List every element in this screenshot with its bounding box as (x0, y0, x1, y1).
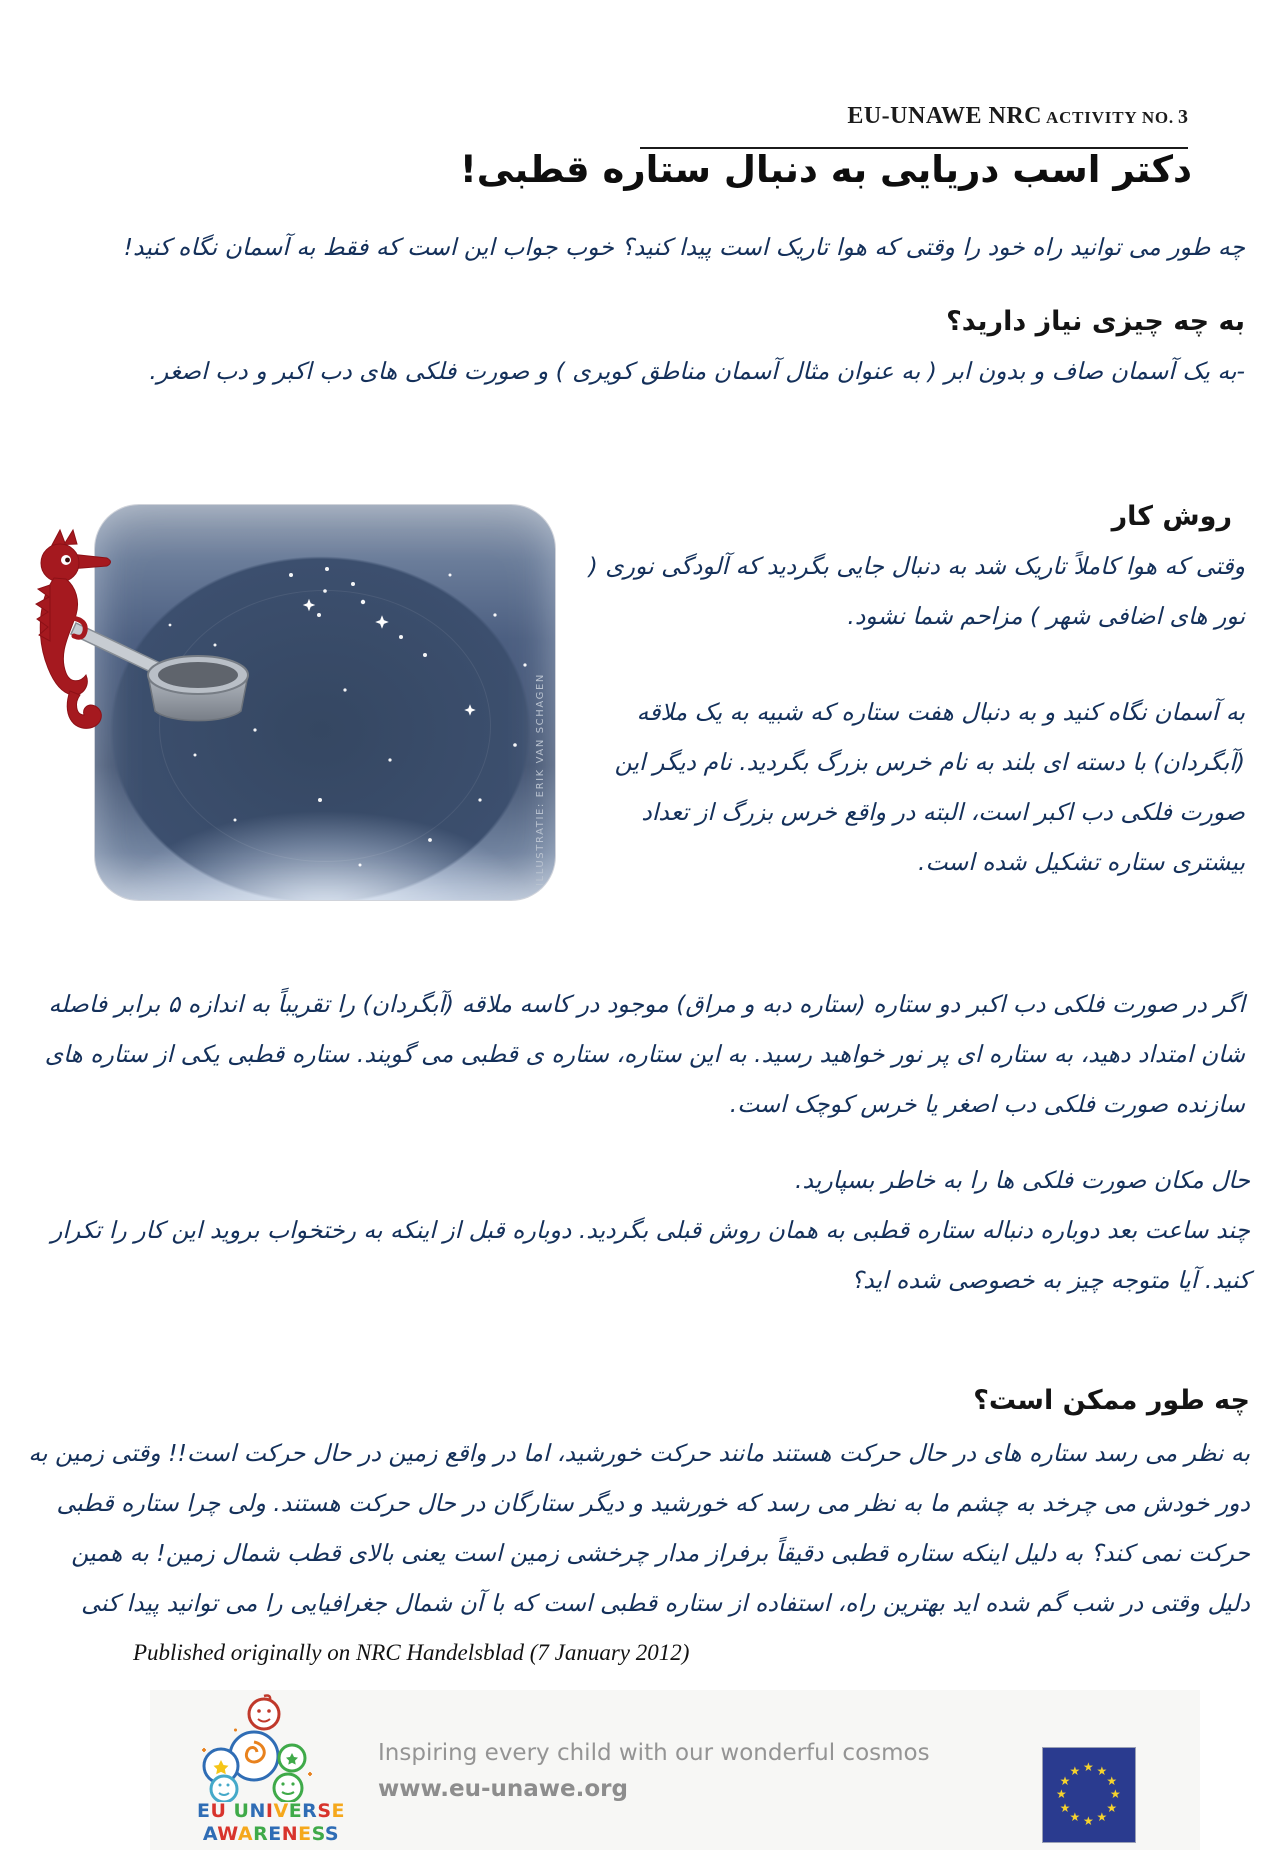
method-paragraph-2: به آسمان نگاه کنید و به دنبال هفت ستاره که شبیه به یک ملاقه (آبگردان) با دسته ای بلند به نام خرس بزرگ بگردید. نام دیگر این صورت فلکی دب اکبر است، البته در واقع خرس بزرگ از تعداد بیشتری ستاره تشکیل شده است. (614, 697, 1245, 876)
polestar-guide-paragraph: اگر در صورت فلکی دب اکبر دو ستاره (ستاره دبه و مراق) موجود در کاسه ملاقه (آبگردان) را تقریباً به اندازه ۵ برابر فاصله شان امتداد دهید، به ستاره ای پر نور خواهید رسید. به این ستاره، ستاره ی قطبی می گویند. ستاره قطبی یکی از ستاره های سازنده صورت فلکی دب اصغر یا خرس کوچک است. (44, 989, 1245, 1118)
logo-text-line2: AWARENESS (202, 1823, 340, 1845)
intro-paragraph: چه طور می توانید راه خود را وقتی که هوا تاریک است پیدا کنید؟ خوب جواب این است که فقط به آسمان نگاه کنید! (123, 232, 1245, 261)
footer-tagline: Inspiring every child with our wonderful cosmos (378, 1740, 930, 1766)
page-title: دکتر اسب دریایی به دنبال ستاره قطبی! (459, 148, 1192, 191)
seahorse-and-ladle-icon (10, 523, 265, 748)
header-main: EU-UNAWE NRC (847, 103, 1042, 129)
recall-block (28, 1155, 1250, 1305)
footer-website-link[interactable]: www.eu-unawe.org (378, 1776, 628, 1802)
seahorse-illustration (10, 505, 565, 905)
method-heading: روش کار (1111, 501, 1232, 533)
logo-text-line1: EU UNIVERSE (197, 1800, 345, 1822)
how-paragraph: به نظر می رسد ستاره های در حال حرکت هستند مانند حرکت خورشید، اما در واقع زمین در حال حرکت است!! وقتی زمین به دور خودش می چرخد به چشم ما به نظر می رسد که خورشید و دیگر ستارگان در حال حرکت هستند. ولی چرا ستاره قطبی حرکت نمی کند؟ به دلیل اینکه ستاره قطبی دقیقاً برفراز مدار چرخشی زمین است یعنی بالای قطب شمال زمین! به همین دلیل وقتی در شب گم شده اید بهترین راه، استفاده از ستاره قطبی است که با آن شمال جغرافیایی را می توانید پیدا کنی (28, 1438, 1250, 1617)
how-heading: چه طور ممکن است؟ (973, 1385, 1250, 1417)
footer (150, 1690, 1200, 1850)
needs-paragraph: -به یک آسمان صاف و بدون ابر ( به عنوان مثال آسمان مناطق کویری ) و صورت فلکی های دب اکبر و دب اصغر. (149, 356, 1245, 385)
unawe-logo-figure (176, 1694, 352, 1802)
recall-paragraph-1: حال مکان صورت فلکی ها را به خاطر بسپارید. (794, 1166, 1250, 1194)
method-paragraph-1: وقتی که هوا کاملاً تاریک شد به دنبال جایی بگردید که آلودگی نوری ( نور های اضافی شهر ) مزاحم شما نشود. (588, 551, 1245, 630)
illustration-credit: ILLUSTRATIE: ERIK VAN SCHAGEN (535, 672, 546, 886)
eu-flag: ★ ★ ★ ★ ★ ★ ★ ★ ★ ★ ★ ★ (1043, 1748, 1135, 1842)
needs-heading: به چه چیزی نیاز دارید؟ (946, 306, 1245, 338)
source-note: Published originally on NRC Handelsblad (7 January 2012) (133, 1640, 690, 1665)
unawe-logo-text (168, 1800, 374, 1846)
method-text-column (585, 517, 1245, 910)
figure-row (0, 505, 1280, 925)
recall-paragraph-2: چند ساعت بعد دوباره دنباله ستاره قطبی به همان روش قبلی بگردید. دوباره قبل از اینکه به رختخواب بروید این کار را تکرار کنید. آیا متوجه چیز به خصوصی شده اید؟ (51, 1216, 1250, 1294)
document-header (847, 103, 1188, 130)
header-activity-label: ACTIVITY NO. (1046, 108, 1174, 127)
ladle-icon (71, 623, 248, 721)
header-activity-number: 3 (1178, 106, 1188, 128)
